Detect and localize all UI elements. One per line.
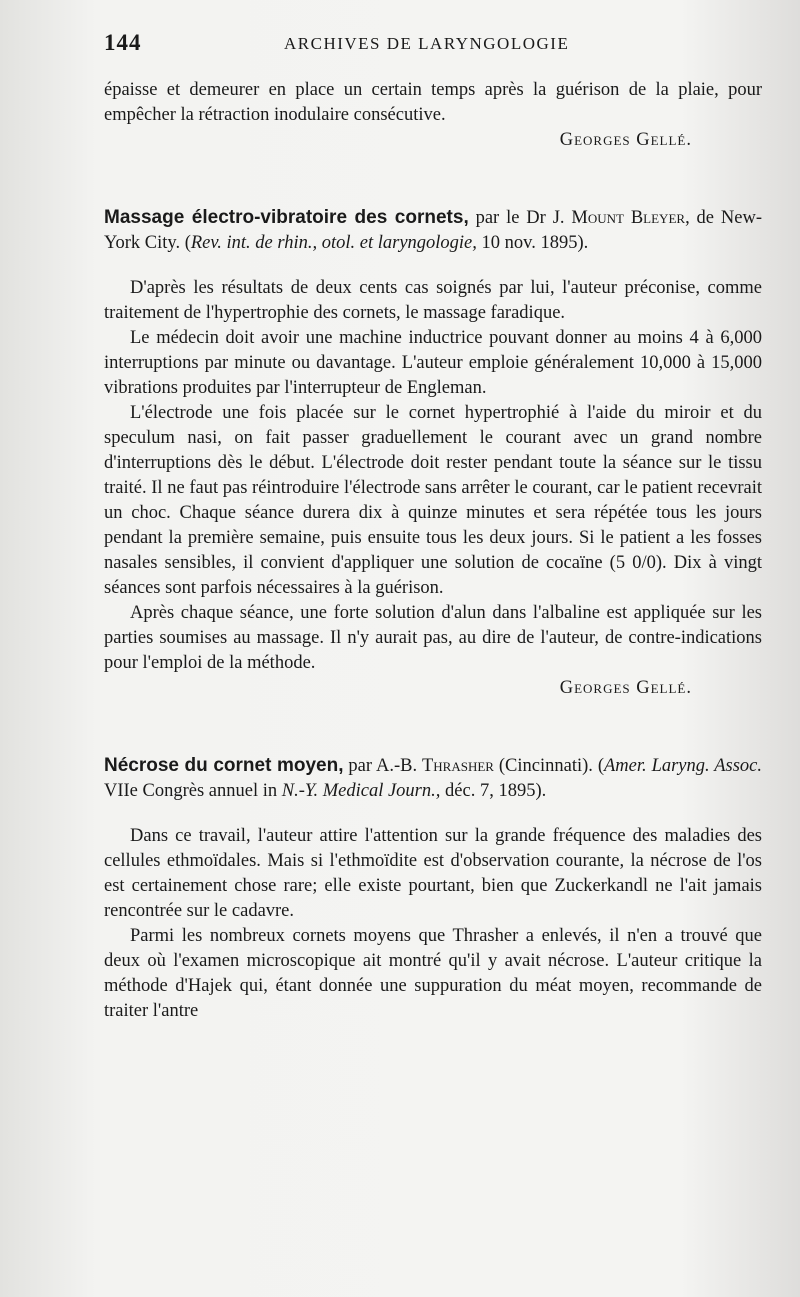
article-massage — [104, 205, 762, 701]
article-location: , de New-York City. ( — [104, 208, 762, 253]
article-heading — [104, 753, 762, 804]
article-location: (Cincinnati). ( — [493, 756, 604, 776]
article-title: Nécrose du cornet moyen, — [104, 755, 344, 776]
article-paragraph: Dans ce travail, l'auteur attire l'attention sur la grande fréquence des maladies des cellules ethmoïdales. Mais si l'ethmoïdite est d'observation courante, la nécrose de l'os est certainement chose rare; elle existe pourtant, bien que Zuckerkandl ne l'ait jamais rencontrée sur le cadavre. — [104, 826, 762, 921]
article-author: Mount Bleyer — [571, 208, 686, 228]
article-paragraph: D'après les résultats de deux cents cas soignés par lui, l'auteur préconise, comme traitement de l'hypertrophie des cornets, le massage faradique. — [104, 278, 762, 323]
article-paragraph: L'électrode une fois placée sur le cornet hypertrophié à l'aide du miroir et du speculum nasi, on fait passer graduellement le courant avec un grand nombre d'interruptions dès le début. L'électrode doit rester pendant toute la séance sur le tissu traité. Il ne faut pas réintroduire l'électrode sans arrêter le courant, car le patient recevrait un choc. Chaque séance durera dix à quinze minutes et sera répétée tous les jours pendant la première semaine, puis ensuite tous les deux jours. Si le patient a les fosses nasales sensibles, il convient d'appliquer une solution de cocaïne (5 0/0). Dix à vingt séances sont parfois nécessaires à la guérison. — [104, 403, 762, 598]
article-paragraph: Après chaque séance, une forte solution d'alun dans l'albaline est appliquée sur les parties soumises au massage. Il n'y aurait pas, au dire de l'auteur, de contre-indications pour l'emploi de la méthode. — [104, 603, 762, 673]
intro-signature: Georges Gellé. — [559, 130, 692, 150]
page-body — [104, 78, 762, 1024]
article-signature: Georges Gellé. — [559, 678, 692, 698]
article-by: par A.-B. — [343, 756, 422, 776]
page-number: 144 — [104, 30, 142, 55]
article-date: 10 nov. 1895). — [476, 233, 589, 253]
article-paragraph: Le médecin doit avoir une machine inductrice pouvant donner au moins 4 à 6,000 interruptions par minute ou davantage. L'auteur emploie généralement 10,000 à 15,000 vibrations produites par l'interrupteur de Engleman. — [104, 328, 762, 398]
page-header — [104, 30, 760, 60]
article-date: déc. 7, 1895). — [440, 781, 547, 801]
article-by: par le Dr J. — [468, 208, 572, 228]
article-author: Thrasher — [421, 756, 494, 776]
article-meeting: VIIe Congrès annuel in — [104, 781, 282, 801]
article-journal: Amer. Laryng. Assoc. — [604, 756, 763, 776]
article-journal: Rev. int. de rhin., otol. et laryngologie, — [190, 233, 477, 253]
article-paragraph: Parmi les nombreux cornets moyens que Thrasher a enlevés, il n'en a trouvé que deux où l'examen microscopique ait montré qu'il y avait nécrose. L'auteur critique la méthode d'Hajek qui, étant donnée une suppuration du méat moyen, recommande de traiter l'antre — [104, 926, 762, 1021]
intro-paragraph: épaisse et demeurer en place un certain temps après la guérison de la plaie, pour empêcher la rétraction inodulaire consécutive. — [104, 80, 762, 125]
running-title: ARCHIVES DE LARYNGOLOGIE — [284, 34, 570, 53]
article-necrose — [104, 753, 762, 1024]
article-title: Massage électro-vibratoire des cornets, — [104, 207, 469, 228]
article-heading — [104, 205, 762, 256]
article-journal-2: N.-Y. Medical Journ., — [281, 781, 441, 801]
